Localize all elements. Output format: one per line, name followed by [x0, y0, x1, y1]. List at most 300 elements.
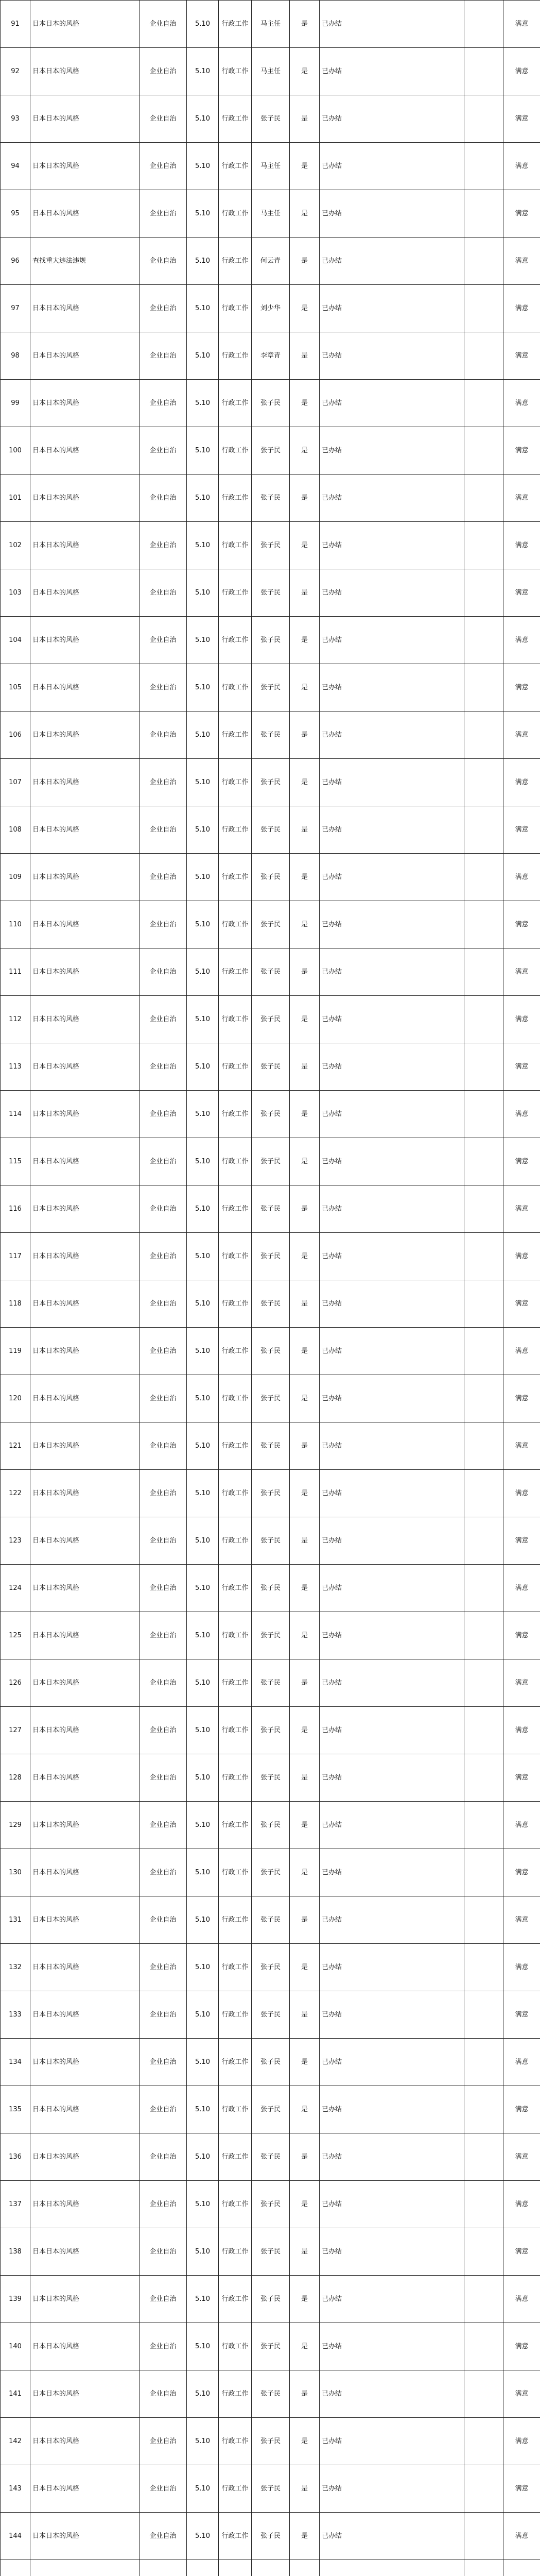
cell-item-title: 日本日本的风格	[30, 95, 140, 143]
cell-department: 行政工作	[219, 2418, 252, 2465]
cell-department: 行政工作	[219, 1944, 252, 1991]
table-row	[1, 380, 540, 427]
cell-date	[187, 2560, 219, 2576]
cell-person: 张子民	[252, 2323, 290, 2370]
cell-row-number: 115	[1, 1138, 30, 1185]
cell-flag: 是	[290, 1, 320, 48]
cell-result: 已办结	[320, 1138, 464, 1185]
cell-row-number: 134	[1, 2039, 30, 2086]
cell-remark	[464, 1849, 503, 1896]
cell-row-number: 132	[1, 1944, 30, 1991]
cell-remark	[464, 1375, 503, 1422]
cell-person: 张子民	[252, 1470, 290, 1517]
table-row	[1, 1944, 540, 1991]
cell-date: 5.10	[187, 2276, 219, 2323]
cell-flag: 是	[290, 332, 320, 380]
table-row	[1, 2133, 540, 2181]
cell-rating: 满意	[503, 1707, 540, 1754]
cell-result: 已办结	[320, 1280, 464, 1328]
cell-item-title: 日本日本的风格	[30, 522, 140, 569]
cell-category: 企业自治	[140, 806, 187, 854]
cell-remark	[464, 95, 503, 143]
cell-department: 行政工作	[219, 1091, 252, 1138]
cell-item-title: 日本日本的风格	[30, 2418, 140, 2465]
cell-person: 张子民	[252, 711, 290, 759]
table-row	[1, 948, 540, 996]
cell-rating: 满意	[503, 2228, 540, 2276]
cell-flag: 是	[290, 2133, 320, 2181]
cell-date: 5.10	[187, 1375, 219, 1422]
cell-category: 企业自治	[140, 2323, 187, 2370]
cell-rating: 满意	[503, 617, 540, 664]
cell-item-title: 日本日本的风格	[30, 2181, 140, 2228]
cell-date: 5.10	[187, 2181, 219, 2228]
cell-row-number: 97	[1, 285, 30, 332]
cell-row-number: 124	[1, 1565, 30, 1612]
cell-department: 行政工作	[219, 569, 252, 617]
cell-department: 行政工作	[219, 759, 252, 806]
cell-rating: 满意	[503, 332, 540, 380]
cell-date: 5.10	[187, 1517, 219, 1565]
cell-item-title: 日本日本的风格	[30, 1707, 140, 1754]
cell-result: 已办结	[320, 901, 464, 948]
cell-remark	[464, 664, 503, 711]
cell-result: 已办结	[320, 1612, 464, 1659]
cell-date: 5.10	[187, 1328, 219, 1375]
cell-category: 企业自治	[140, 238, 187, 285]
cell-remark	[464, 1043, 503, 1091]
cell-category: 企业自治	[140, 2086, 187, 2133]
cell-date: 5.10	[187, 1280, 219, 1328]
cell-row-number: 122	[1, 1470, 30, 1517]
cell-date: 5.10	[187, 2418, 219, 2465]
cell-department: 行政工作	[219, 948, 252, 996]
cell-rating: 满意	[503, 1328, 540, 1375]
cell-item-title: 日本日本的风格	[30, 1754, 140, 1802]
cell-person: 张子民	[252, 1328, 290, 1375]
cell-item-title: 日本日本的风格	[30, 2323, 140, 2370]
cell-item-title: 日本日本的风格	[30, 1375, 140, 1422]
cell-result: 已办结	[320, 2513, 464, 2560]
cell-flag: 是	[290, 190, 320, 238]
cell-item-title: 日本日本的风格	[30, 617, 140, 664]
cell-department: 行政工作	[219, 474, 252, 522]
cell-flag: 是	[290, 996, 320, 1043]
cell-flag: 是	[290, 1517, 320, 1565]
cell-row-number: 135	[1, 2086, 30, 2133]
table-row	[1, 2513, 540, 2560]
cell-date: 5.10	[187, 2513, 219, 2560]
cell-item-title: 日本日本的风格	[30, 1, 140, 48]
cell-remark	[464, 1991, 503, 2039]
cell-result: 已办结	[320, 2276, 464, 2323]
cell-department: 行政工作	[219, 1470, 252, 1517]
cell-person: 张子民	[252, 474, 290, 522]
cell-remark	[464, 2228, 503, 2276]
cell-row-number: 104	[1, 617, 30, 664]
cell-date: 5.10	[187, 1944, 219, 1991]
cell-rating: 满意	[503, 1, 540, 48]
cell-department: 行政工作	[219, 2133, 252, 2181]
cell-flag: 是	[290, 1091, 320, 1138]
cell-flag: 是	[290, 711, 320, 759]
table-row	[1, 95, 540, 143]
cell-date: 5.10	[187, 948, 219, 996]
table-row	[1, 2418, 540, 2465]
cell-result: 已办结	[320, 143, 464, 190]
table-row	[1, 1517, 540, 1565]
cell-category: 企业自治	[140, 1091, 187, 1138]
cell-date: 5.10	[187, 1, 219, 48]
cell-person: 张子民	[252, 2276, 290, 2323]
cell-item-title: 日本日本的风格	[30, 2133, 140, 2181]
cell-person: 张子民	[252, 1754, 290, 1802]
table-row	[1, 1754, 540, 1802]
cell-category: 企业自治	[140, 854, 187, 901]
cell-category: 企业自治	[140, 1280, 187, 1328]
cell-date: 5.10	[187, 1138, 219, 1185]
table-row	[1, 1043, 540, 1091]
cell-date: 5.10	[187, 427, 219, 474]
cell-category: 企业自治	[140, 2039, 187, 2086]
cell-result: 已办结	[320, 1896, 464, 1944]
cell-department: 行政工作	[219, 143, 252, 190]
cell-row-number: 108	[1, 806, 30, 854]
cell-rating: 满意	[503, 2276, 540, 2323]
table-row	[1, 1849, 540, 1896]
table-row	[1, 1233, 540, 1280]
cell-rating: 满意	[503, 1565, 540, 1612]
cell-result: 已办结	[320, 285, 464, 332]
cell-flag: 是	[290, 2513, 320, 2560]
cell-category: 企业自治	[140, 1991, 187, 2039]
cell-department: 行政工作	[219, 1802, 252, 1849]
cell-result: 已办结	[320, 1991, 464, 2039]
cell-remark	[464, 806, 503, 854]
cell-date: 5.10	[187, 1849, 219, 1896]
table-row	[1, 332, 540, 380]
cell-department: 行政工作	[219, 522, 252, 569]
cell-rating	[503, 2560, 540, 2576]
cell-row-number: 120	[1, 1375, 30, 1422]
cell-remark	[464, 759, 503, 806]
cell-row-number: 101	[1, 474, 30, 522]
cell-department: 行政工作	[219, 617, 252, 664]
cell-category: 企业自治	[140, 143, 187, 190]
cell-date: 5.10	[187, 1896, 219, 1944]
cell-result: 已办结	[320, 1659, 464, 1707]
cell-department: 行政工作	[219, 1043, 252, 1091]
cell-row-number: 118	[1, 1280, 30, 1328]
cell-rating: 满意	[503, 664, 540, 711]
cell-rating: 满意	[503, 1896, 540, 1944]
cell-category: 企业自治	[140, 1659, 187, 1707]
cell-item-title: 日本日本的风格	[30, 1422, 140, 1470]
cell-item-title: 日本日本的风格	[30, 1565, 140, 1612]
cell-flag: 是	[290, 285, 320, 332]
cell-result: 已办结	[320, 1043, 464, 1091]
cell-date: 5.10	[187, 2370, 219, 2418]
cell-rating: 满意	[503, 1138, 540, 1185]
cell-item-title: 日本日本的风格	[30, 2465, 140, 2513]
cell-remark	[464, 1944, 503, 1991]
table-row	[1, 285, 540, 332]
cell-row-number: 133	[1, 1991, 30, 2039]
cell-person: 张子民	[252, 1091, 290, 1138]
cell-rating: 满意	[503, 1517, 540, 1565]
cell-rating: 满意	[503, 854, 540, 901]
cell-category: 企业自治	[140, 2276, 187, 2323]
cell-row-number: 109	[1, 854, 30, 901]
cell-rating: 满意	[503, 806, 540, 854]
cell-item-title: 日本日本的风格	[30, 332, 140, 380]
cell-person: 张子民	[252, 664, 290, 711]
table-body	[1, 1, 540, 2576]
table-row	[1, 759, 540, 806]
cell-department: 行政工作	[219, 2323, 252, 2370]
cell-row-number: 126	[1, 1659, 30, 1707]
table-row	[1, 617, 540, 664]
cell-category: 企业自治	[140, 1802, 187, 1849]
cell-category: 企业自治	[140, 1754, 187, 1802]
cell-result: 已办结	[320, 1185, 464, 1233]
cell-row-number: 93	[1, 95, 30, 143]
cell-person: 张子民	[252, 1043, 290, 1091]
table-row	[1, 2039, 540, 2086]
cell-remark	[464, 2370, 503, 2418]
cell-person: 张子民	[252, 1375, 290, 1422]
cell-result: 已办结	[320, 1375, 464, 1422]
table-row	[1, 2276, 540, 2323]
cell-date: 5.10	[187, 1612, 219, 1659]
cell-item-title: 日本日本的风格	[30, 143, 140, 190]
cell-row-number: 117	[1, 1233, 30, 1280]
cell-flag: 是	[290, 948, 320, 996]
table-row	[1, 1896, 540, 1944]
cell-remark	[464, 1707, 503, 1754]
cell-row-number: 119	[1, 1328, 30, 1375]
cell-row-number	[1, 2560, 30, 2576]
cell-department: 行政工作	[219, 1328, 252, 1375]
cell-department	[219, 2560, 252, 2576]
cell-category: 企业自治	[140, 1612, 187, 1659]
cell-result	[320, 2560, 464, 2576]
cell-date: 5.10	[187, 1470, 219, 1517]
cell-category: 企业自治	[140, 522, 187, 569]
cell-remark	[464, 2418, 503, 2465]
cell-row-number: 94	[1, 143, 30, 190]
table-row	[1, 2228, 540, 2276]
table-row	[1, 1991, 540, 2039]
cell-date: 5.10	[187, 1422, 219, 1470]
cell-person: 马主任	[252, 143, 290, 190]
cell-result: 已办结	[320, 2323, 464, 2370]
cell-remark	[464, 1517, 503, 1565]
cell-flag: 是	[290, 1185, 320, 1233]
cell-person: 张子民	[252, 2418, 290, 2465]
cell-category: 企业自治	[140, 664, 187, 711]
cell-row-number: 116	[1, 1185, 30, 1233]
cell-row-number: 123	[1, 1517, 30, 1565]
cell-item-title: 日本日本的风格	[30, 2086, 140, 2133]
cell-person: 张子民	[252, 854, 290, 901]
cell-category: 企业自治	[140, 1233, 187, 1280]
cell-result: 已办结	[320, 2465, 464, 2513]
cell-remark	[464, 2276, 503, 2323]
cell-department: 行政工作	[219, 1565, 252, 1612]
cell-result: 已办结	[320, 806, 464, 854]
cell-person: 张子民	[252, 1517, 290, 1565]
cell-person: 张子民	[252, 2133, 290, 2181]
cell-result: 已办结	[320, 1, 464, 48]
cell-item-title: 日本日本的风格	[30, 1802, 140, 1849]
cell-result: 已办结	[320, 1517, 464, 1565]
cell-flag: 是	[290, 1233, 320, 1280]
cell-item-title: 查找重大违法违规	[30, 238, 140, 285]
cell-result: 已办结	[320, 1944, 464, 1991]
cell-date: 5.10	[187, 2323, 219, 2370]
cell-flag: 是	[290, 569, 320, 617]
table-row	[1, 522, 540, 569]
cell-item-title: 日本日本的风格	[30, 1091, 140, 1138]
cell-date: 5.10	[187, 48, 219, 95]
cell-row-number: 91	[1, 1, 30, 48]
cell-person: 张子民	[252, 1138, 290, 1185]
cell-result: 已办结	[320, 1849, 464, 1896]
table-row	[1, 2181, 540, 2228]
cell-result: 已办结	[320, 2418, 464, 2465]
cell-department: 行政工作	[219, 2181, 252, 2228]
cell-remark	[464, 474, 503, 522]
table-row	[1, 1565, 540, 1612]
cell-row-number: 99	[1, 380, 30, 427]
cell-item-title: 日本日本的风格	[30, 1138, 140, 1185]
cell-item-title: 日本日本的风格	[30, 285, 140, 332]
cell-flag: 是	[290, 1991, 320, 2039]
cell-result: 已办结	[320, 2181, 464, 2228]
cell-flag: 是	[290, 522, 320, 569]
cell-remark	[464, 427, 503, 474]
cell-flag: 是	[290, 427, 320, 474]
cell-person: 何云青	[252, 238, 290, 285]
cell-person: 张子民	[252, 2513, 290, 2560]
cell-flag: 是	[290, 1754, 320, 1802]
cell-flag: 是	[290, 901, 320, 948]
cell-remark	[464, 1896, 503, 1944]
cell-flag: 是	[290, 806, 320, 854]
cell-row-number: 136	[1, 2133, 30, 2181]
cell-flag: 是	[290, 664, 320, 711]
cell-category: 企业自治	[140, 2133, 187, 2181]
cell-item-title: 日本日本的风格	[30, 1517, 140, 1565]
cell-row-number: 143	[1, 2465, 30, 2513]
cell-item-title: 日本日本的风格	[30, 427, 140, 474]
cell-flag: 是	[290, 1707, 320, 1754]
cell-category: 企业自治	[140, 759, 187, 806]
cell-department: 行政工作	[219, 1185, 252, 1233]
cell-department: 行政工作	[219, 1849, 252, 1896]
cell-result: 已办结	[320, 522, 464, 569]
cell-remark	[464, 1, 503, 48]
cell-item-title: 日本日本的风格	[30, 1280, 140, 1328]
cell-department: 行政工作	[219, 48, 252, 95]
cell-item-title: 日本日本的风格	[30, 759, 140, 806]
cell-result: 已办结	[320, 1754, 464, 1802]
table-row	[1, 1138, 540, 1185]
cell-rating: 满意	[503, 2086, 540, 2133]
cell-date: 5.10	[187, 1659, 219, 1707]
cell-item-title: 日本日本的风格	[30, 711, 140, 759]
cell-item-title: 日本日本的风格	[30, 380, 140, 427]
cell-row-number: 131	[1, 1896, 30, 1944]
cell-item-title: 日本日本的风格	[30, 2228, 140, 2276]
cell-flag: 是	[290, 2418, 320, 2465]
cell-department: 行政工作	[219, 806, 252, 854]
cell-date: 5.10	[187, 522, 219, 569]
cell-rating: 满意	[503, 427, 540, 474]
cell-result: 已办结	[320, 332, 464, 380]
cell-row-number: 102	[1, 522, 30, 569]
cell-remark	[464, 1328, 503, 1375]
cell-remark	[464, 569, 503, 617]
cell-flag: 是	[290, 1896, 320, 1944]
cell-remark	[464, 332, 503, 380]
cell-flag: 是	[290, 759, 320, 806]
cell-flag: 是	[290, 380, 320, 427]
table-row	[1, 238, 540, 285]
cell-flag: 是	[290, 2276, 320, 2323]
cell-department: 行政工作	[219, 190, 252, 238]
cell-category: 企业自治	[140, 380, 187, 427]
cell-date: 5.10	[187, 617, 219, 664]
cell-flag: 是	[290, 1328, 320, 1375]
cell-flag: 是	[290, 1375, 320, 1422]
cell-person: 张子民	[252, 1991, 290, 2039]
cell-department: 行政工作	[219, 2465, 252, 2513]
cell-department: 行政工作	[219, 1375, 252, 1422]
cell-remark	[464, 1280, 503, 1328]
cell-person: 张子民	[252, 1185, 290, 1233]
cell-rating: 满意	[503, 1091, 540, 1138]
cell-department: 行政工作	[219, 2276, 252, 2323]
cell-remark	[464, 711, 503, 759]
cell-department: 行政工作	[219, 711, 252, 759]
cell-result: 已办结	[320, 1328, 464, 1375]
cell-date: 5.10	[187, 711, 219, 759]
cell-department: 行政工作	[219, 1707, 252, 1754]
cell-department: 行政工作	[219, 1659, 252, 1707]
cell-date: 5.10	[187, 2133, 219, 2181]
cell-remark	[464, 143, 503, 190]
cell-remark	[464, 1659, 503, 1707]
cell-row-number: 98	[1, 332, 30, 380]
cell-person: 张子民	[252, 2039, 290, 2086]
cell-rating: 满意	[503, 190, 540, 238]
table-row	[1, 48, 540, 95]
cell-person: 张子民	[252, 1659, 290, 1707]
cell-item-title: 日本日本的风格	[30, 806, 140, 854]
cell-remark	[464, 2560, 503, 2576]
cell-result: 已办结	[320, 1422, 464, 1470]
cell-date: 5.10	[187, 806, 219, 854]
cell-flag: 是	[290, 2370, 320, 2418]
cell-result: 已办结	[320, 711, 464, 759]
cell-department: 行政工作	[219, 2039, 252, 2086]
cell-rating: 满意	[503, 1422, 540, 1470]
cell-item-title: 日本日本的风格	[30, 2513, 140, 2560]
table-row	[1, 1422, 540, 1470]
cell-flag: 是	[290, 1659, 320, 1707]
